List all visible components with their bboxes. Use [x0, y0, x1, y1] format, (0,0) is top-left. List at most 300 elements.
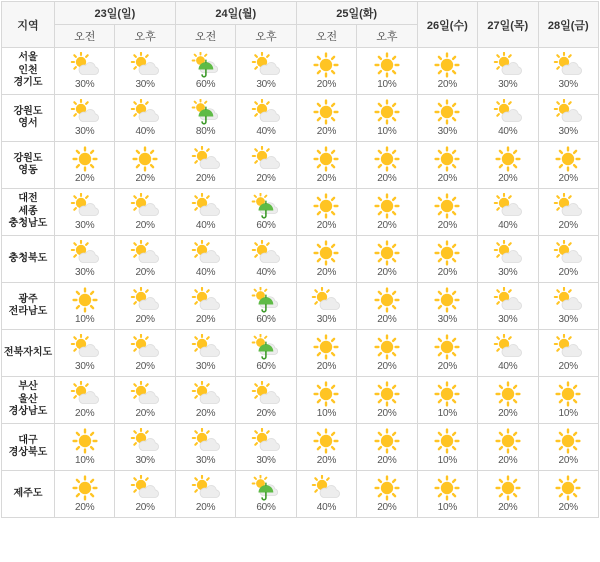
- region-label-line: 세종: [18, 205, 38, 217]
- precipitation-probability: 30%: [75, 125, 95, 137]
- forecast-cell: [478, 471, 538, 518]
- precipitation-probability: 30%: [498, 78, 518, 90]
- sun-cloud-icon: [176, 240, 235, 266]
- forecast-cell: [115, 142, 175, 189]
- forecast-cell: [478, 48, 538, 95]
- sun-icon: [418, 240, 477, 266]
- precipitation-probability: 20%: [316, 78, 337, 90]
- precipitation-probability: 20%: [135, 172, 155, 184]
- forecast-cell: [296, 236, 356, 283]
- table-row: [2, 424, 599, 471]
- forecast-cell: [538, 283, 599, 330]
- precipitation-probability: 20%: [437, 219, 458, 231]
- precipitation-probability: 40%: [316, 501, 337, 513]
- precipitation-probability: 30%: [558, 313, 578, 325]
- precipitation-probability: 30%: [75, 266, 95, 278]
- forecast-cell: [115, 48, 175, 95]
- forecast-cell: [417, 48, 477, 95]
- precipitation-probability: 10%: [316, 407, 337, 419]
- precipitation-probability: 10%: [377, 125, 397, 137]
- forecast-cell: [296, 330, 356, 377]
- forecast-cell: [296, 95, 356, 142]
- sun-icon: [55, 287, 114, 313]
- region-label: [2, 142, 55, 189]
- precipitation-probability: 30%: [195, 454, 216, 466]
- forecast-cell: [296, 142, 356, 189]
- sun-icon: [357, 475, 416, 501]
- sun-icon: [357, 52, 416, 78]
- forecast-cell: [236, 330, 296, 377]
- forecast-cell: [296, 283, 356, 330]
- precipitation-probability: 60%: [256, 219, 276, 231]
- precipitation-probability: 20%: [316, 360, 337, 372]
- sun-cloud-icon: [539, 99, 599, 125]
- sun-cloud-icon: [176, 428, 235, 454]
- precipitation-probability: 30%: [437, 313, 458, 325]
- sun-cloud-icon: [539, 52, 599, 78]
- precipitation-probability: 30%: [135, 78, 155, 90]
- sun-icon: [297, 428, 356, 454]
- forecast-cell: [236, 236, 296, 283]
- forecast-cell: [538, 142, 599, 189]
- forecast-cell: [357, 424, 417, 471]
- precipitation-probability: 60%: [256, 501, 276, 513]
- sun-cloud-icon: [176, 475, 235, 501]
- precipitation-probability: 30%: [135, 454, 155, 466]
- sun-cloud-icon: [115, 428, 174, 454]
- sun-cloud-icon: [539, 193, 599, 219]
- sun-icon: [539, 381, 599, 407]
- region-label: [2, 48, 55, 95]
- precipitation-probability: 30%: [498, 313, 518, 325]
- forecast-cell: [55, 48, 115, 95]
- forecast-cell: [296, 424, 356, 471]
- sun-cloud-icon: [297, 475, 356, 501]
- forecast-cell: [538, 95, 599, 142]
- precipitation-probability: 20%: [558, 266, 578, 278]
- precipitation-probability: 20%: [256, 407, 276, 419]
- forecast-cell: [538, 189, 599, 236]
- forecast-cell: [478, 330, 538, 377]
- forecast-cell: [236, 424, 296, 471]
- sun-icon: [357, 193, 416, 219]
- precipitation-probability: 20%: [316, 125, 337, 137]
- sun-icon: [297, 52, 356, 78]
- precipitation-probability: 10%: [437, 454, 458, 466]
- region-label-line: 전라남도: [8, 306, 48, 317]
- precipitation-probability: 30%: [256, 454, 276, 466]
- sun-cloud-icon: [539, 334, 599, 360]
- region-label-line: 경기도: [13, 77, 43, 89]
- forecast-cell: [55, 95, 115, 142]
- forecast-cell: [417, 330, 477, 377]
- sun-cloud-icon: [236, 99, 295, 125]
- precipitation-probability: 10%: [558, 407, 578, 419]
- region-label-line: 충청남도: [8, 218, 48, 230]
- forecast-cell: [417, 236, 477, 283]
- precipitation-probability: 10%: [437, 501, 458, 513]
- forecast-cell: [296, 377, 356, 424]
- sun-cloud-icon: [176, 334, 235, 360]
- forecast-cell: [236, 189, 296, 236]
- forecast-cell: [296, 471, 356, 518]
- forecast-cell: [115, 236, 175, 283]
- sun-cloud-icon: [115, 52, 174, 78]
- precipitation-probability: 30%: [75, 360, 95, 372]
- column-header-ampm-0-am: 오전: [55, 25, 115, 48]
- forecast-cell: [296, 189, 356, 236]
- forecast-cell: [55, 330, 115, 377]
- forecast-cell: [175, 142, 235, 189]
- column-header-ampm-2-am: 오전: [296, 25, 356, 48]
- forecast-cell: [417, 95, 477, 142]
- sun-cloud-icon: [176, 381, 235, 407]
- region-label-line: 대구: [18, 434, 38, 446]
- forecast-cell: [538, 377, 599, 424]
- table-row: [2, 236, 599, 283]
- forecast-cell: [417, 377, 477, 424]
- region-label: [2, 330, 55, 377]
- precipitation-probability: 20%: [377, 172, 397, 184]
- forecast-cell: [55, 471, 115, 518]
- precipitation-probability: 20%: [135, 313, 155, 325]
- sun-icon: [478, 475, 537, 501]
- column-header-date-5: 28일(금): [538, 2, 599, 48]
- sun-icon: [55, 146, 114, 172]
- precipitation-probability: 20%: [498, 407, 518, 419]
- sun-cloud-icon: [236, 428, 295, 454]
- precipitation-probability: 20%: [498, 454, 518, 466]
- sun-icon: [357, 428, 416, 454]
- precipitation-probability: 20%: [558, 501, 578, 513]
- precipitation-probability: 20%: [437, 172, 458, 184]
- sun-icon: [539, 146, 599, 172]
- forecast-cell: [55, 189, 115, 236]
- sun-cloud-icon: [176, 146, 235, 172]
- precipitation-probability: 20%: [316, 266, 337, 278]
- table-row: [2, 189, 599, 236]
- column-header-ampm-1-pm: 오후: [236, 25, 296, 48]
- forecast-cell: [296, 48, 356, 95]
- sun-icon: [357, 381, 416, 407]
- column-header-date-0: 23일(일): [55, 2, 176, 25]
- forecast-cell: [115, 377, 175, 424]
- sun-icon: [478, 146, 537, 172]
- sun-cloud-icon: [236, 240, 295, 266]
- table-head: [2, 2, 599, 48]
- precipitation-probability: 10%: [75, 454, 95, 466]
- forecast-cell: [417, 471, 477, 518]
- precipitation-probability: 10%: [75, 313, 95, 325]
- forecast-cell: [175, 283, 235, 330]
- sun-cloud-icon: [478, 52, 537, 78]
- precipitation-probability: 40%: [195, 219, 216, 231]
- precipitation-probability: 30%: [75, 78, 95, 90]
- forecast-cell: [55, 424, 115, 471]
- forecast-cell: [478, 377, 538, 424]
- region-label-line: 충청북도: [8, 252, 48, 264]
- precipitation-probability: 20%: [437, 78, 458, 90]
- region-label: [2, 236, 55, 283]
- weather-forecast-table: [1, 1, 599, 518]
- region-label-line: 대전: [18, 193, 38, 205]
- region-label-line: 경상북도: [8, 447, 48, 458]
- forecast-cell: [538, 236, 599, 283]
- region-label-line: 인천: [18, 64, 38, 76]
- precipitation-probability: 20%: [75, 501, 95, 513]
- sun-icon: [418, 428, 477, 454]
- precipitation-probability: 20%: [558, 172, 578, 184]
- table-row: [2, 283, 599, 330]
- precipitation-probability: 20%: [75, 407, 95, 419]
- sun-cloud-icon: [55, 193, 114, 219]
- precipitation-probability: 60%: [256, 360, 276, 372]
- precipitation-probability: 20%: [195, 407, 216, 419]
- forecast-cell: [175, 471, 235, 518]
- sun-cloud-icon: [115, 193, 174, 219]
- sun-icon: [297, 146, 356, 172]
- precipitation-probability: 40%: [498, 219, 518, 231]
- sun-cloud-icon: [539, 287, 599, 313]
- region-label-line: 울산: [18, 393, 38, 405]
- precipitation-probability: 40%: [498, 125, 518, 137]
- forecast-cell: [357, 471, 417, 518]
- forecast-cell: [115, 330, 175, 377]
- sun-cloud-icon: [55, 240, 114, 266]
- forecast-cell: [115, 283, 175, 330]
- forecast-cell: [115, 95, 175, 142]
- forecast-cell: [538, 330, 599, 377]
- sun-icon: [478, 381, 537, 407]
- precipitation-probability: 40%: [135, 125, 155, 137]
- sun-icon: [357, 146, 416, 172]
- forecast-cell: [175, 95, 235, 142]
- sun-cloud-icon: [478, 193, 537, 219]
- forecast-cell: [478, 424, 538, 471]
- sun-cloud-icon: [478, 99, 537, 125]
- sun-icon: [357, 287, 416, 313]
- region-label: [2, 95, 55, 142]
- region-label: [2, 471, 55, 518]
- region-label: [2, 283, 55, 330]
- forecast-cell: [417, 189, 477, 236]
- header-row-dates: [2, 2, 599, 25]
- table-row: [2, 95, 599, 142]
- sun-icon: [418, 99, 477, 125]
- column-header-ampm-1-am: 오전: [175, 25, 235, 48]
- forecast-cell: [236, 471, 296, 518]
- forecast-cell: [478, 95, 538, 142]
- precipitation-probability: 20%: [377, 454, 397, 466]
- precipitation-probability: 20%: [316, 454, 337, 466]
- precipitation-probability: 20%: [498, 172, 518, 184]
- sun-icon: [418, 287, 477, 313]
- precipitation-probability: 20%: [256, 172, 276, 184]
- sun-icon: [55, 475, 114, 501]
- precipitation-probability: 20%: [377, 501, 397, 513]
- table-row: [2, 471, 599, 518]
- precipitation-probability: 20%: [558, 219, 578, 231]
- precipitation-probability: 30%: [75, 219, 95, 231]
- precipitation-probability: 20%: [195, 501, 216, 513]
- column-header-date-4: 27일(목): [478, 2, 538, 48]
- precipitation-probability: 30%: [195, 360, 216, 372]
- sun-cloud-icon: [478, 240, 537, 266]
- sun-cloud-icon: [236, 52, 295, 78]
- rain-umbrella-icon: [176, 99, 235, 125]
- forecast-cell: [55, 142, 115, 189]
- column-header-date-1: 24일(월): [175, 2, 296, 25]
- forecast-cell: [478, 283, 538, 330]
- forecast-cell: [55, 236, 115, 283]
- sun-icon: [297, 381, 356, 407]
- column-header-ampm-0-pm: 오후: [115, 25, 175, 48]
- sun-icon: [539, 428, 599, 454]
- region-label-line: 강원도: [13, 152, 43, 164]
- precipitation-probability: 30%: [256, 78, 276, 90]
- forecast-cell: [175, 48, 235, 95]
- precipitation-probability: 30%: [437, 125, 458, 137]
- precipitation-probability: 30%: [316, 313, 337, 325]
- forecast-cell: [357, 236, 417, 283]
- sun-cloud-icon: [115, 475, 174, 501]
- forecast-cell: [236, 142, 296, 189]
- sun-cloud-icon: [115, 240, 174, 266]
- sun-icon: [478, 428, 537, 454]
- sun-icon: [297, 240, 356, 266]
- sun-cloud-icon: [115, 99, 174, 125]
- sun-cloud-icon: [539, 240, 599, 266]
- precipitation-probability: 20%: [316, 219, 337, 231]
- forecast-cell: [55, 283, 115, 330]
- sun-icon: [357, 99, 416, 125]
- forecast-cell: [478, 142, 538, 189]
- table-row: [2, 48, 599, 95]
- sun-cloud-icon: [115, 287, 174, 313]
- precipitation-probability: 10%: [377, 78, 397, 90]
- forecast-cell: [175, 330, 235, 377]
- table-row: [2, 142, 599, 189]
- precipitation-probability: 10%: [437, 407, 458, 419]
- precipitation-probability: 30%: [558, 125, 578, 137]
- region-label-line: 경상남도: [8, 406, 48, 418]
- forecast-cell: [115, 189, 175, 236]
- column-header-date-2: 25일(화): [296, 2, 417, 25]
- precipitation-probability: 20%: [135, 407, 155, 419]
- precipitation-probability: 20%: [377, 360, 397, 372]
- rain-umbrella-icon: [236, 287, 295, 313]
- forecast-cell: [175, 189, 235, 236]
- region-label-line: 강원도: [13, 105, 43, 117]
- precipitation-probability: 30%: [558, 78, 578, 90]
- sun-icon: [297, 334, 356, 360]
- forecast-cell: [115, 471, 175, 518]
- rain-umbrella-icon: [236, 193, 295, 219]
- sun-icon: [418, 193, 477, 219]
- forecast-cell: [175, 236, 235, 283]
- forecast-cell: [175, 377, 235, 424]
- precipitation-probability: 20%: [75, 172, 95, 184]
- sun-icon: [418, 381, 477, 407]
- region-label-line: 전북자치도: [3, 346, 53, 358]
- region-label-line: 영서: [18, 118, 38, 129]
- sun-cloud-icon: [236, 146, 295, 172]
- forecast-cell: [357, 189, 417, 236]
- forecast-cell: [115, 424, 175, 471]
- precipitation-probability: 20%: [558, 454, 578, 466]
- rain-umbrella-icon: [236, 334, 295, 360]
- region-label-line: 제주도: [13, 487, 43, 499]
- precipitation-probability: 80%: [195, 125, 216, 137]
- region-label-line: 부산: [18, 381, 38, 393]
- precipitation-probability: 20%: [437, 360, 458, 372]
- precipitation-probability: 60%: [195, 78, 216, 90]
- sun-icon: [357, 334, 416, 360]
- sun-icon: [297, 193, 356, 219]
- sun-cloud-icon: [55, 52, 114, 78]
- precipitation-probability: 30%: [498, 266, 518, 278]
- column-header-date-3: 26일(수): [417, 2, 477, 48]
- forecast-cell: [357, 330, 417, 377]
- region-label: [2, 424, 55, 471]
- forecast-cell: [236, 48, 296, 95]
- precipitation-probability: 20%: [195, 172, 216, 184]
- forecast-cell: [417, 142, 477, 189]
- precipitation-probability: 40%: [498, 360, 518, 372]
- sun-cloud-icon: [176, 287, 235, 313]
- table-body: [2, 48, 599, 518]
- forecast-cell: [236, 377, 296, 424]
- precipitation-probability: 20%: [135, 266, 155, 278]
- sun-cloud-icon: [115, 334, 174, 360]
- region-label: [2, 189, 55, 236]
- sun-icon: [55, 428, 114, 454]
- forecast-cell: [357, 142, 417, 189]
- precipitation-probability: 20%: [377, 313, 397, 325]
- sun-cloud-icon: [55, 381, 114, 407]
- sun-icon: [418, 334, 477, 360]
- sun-cloud-icon: [478, 334, 537, 360]
- sun-icon: [357, 240, 416, 266]
- sun-cloud-icon: [478, 287, 537, 313]
- precipitation-probability: 20%: [135, 360, 155, 372]
- forecast-cell: [417, 424, 477, 471]
- forecast-cell: [478, 236, 538, 283]
- precipitation-probability: 20%: [377, 219, 397, 231]
- forecast-cell: [236, 95, 296, 142]
- sun-cloud-icon: [176, 193, 235, 219]
- sun-cloud-icon: [55, 334, 114, 360]
- region-label: [2, 377, 55, 424]
- forecast-cell: [538, 471, 599, 518]
- region-label-line: 영동: [18, 165, 38, 176]
- sun-cloud-icon: [55, 99, 114, 125]
- forecast-cell: [538, 424, 599, 471]
- precipitation-probability: 20%: [437, 266, 458, 278]
- forecast-cell: [357, 48, 417, 95]
- forecast-cell: [357, 377, 417, 424]
- sun-icon: [539, 475, 599, 501]
- forecast-cell: [417, 283, 477, 330]
- forecast-cell: [236, 283, 296, 330]
- precipitation-probability: 40%: [256, 266, 276, 278]
- sun-icon: [418, 475, 477, 501]
- forecast-cell: [478, 189, 538, 236]
- sun-cloud-icon: [236, 381, 295, 407]
- rain-umbrella-icon: [236, 475, 295, 501]
- forecast-cell: [175, 424, 235, 471]
- sun-icon: [418, 146, 477, 172]
